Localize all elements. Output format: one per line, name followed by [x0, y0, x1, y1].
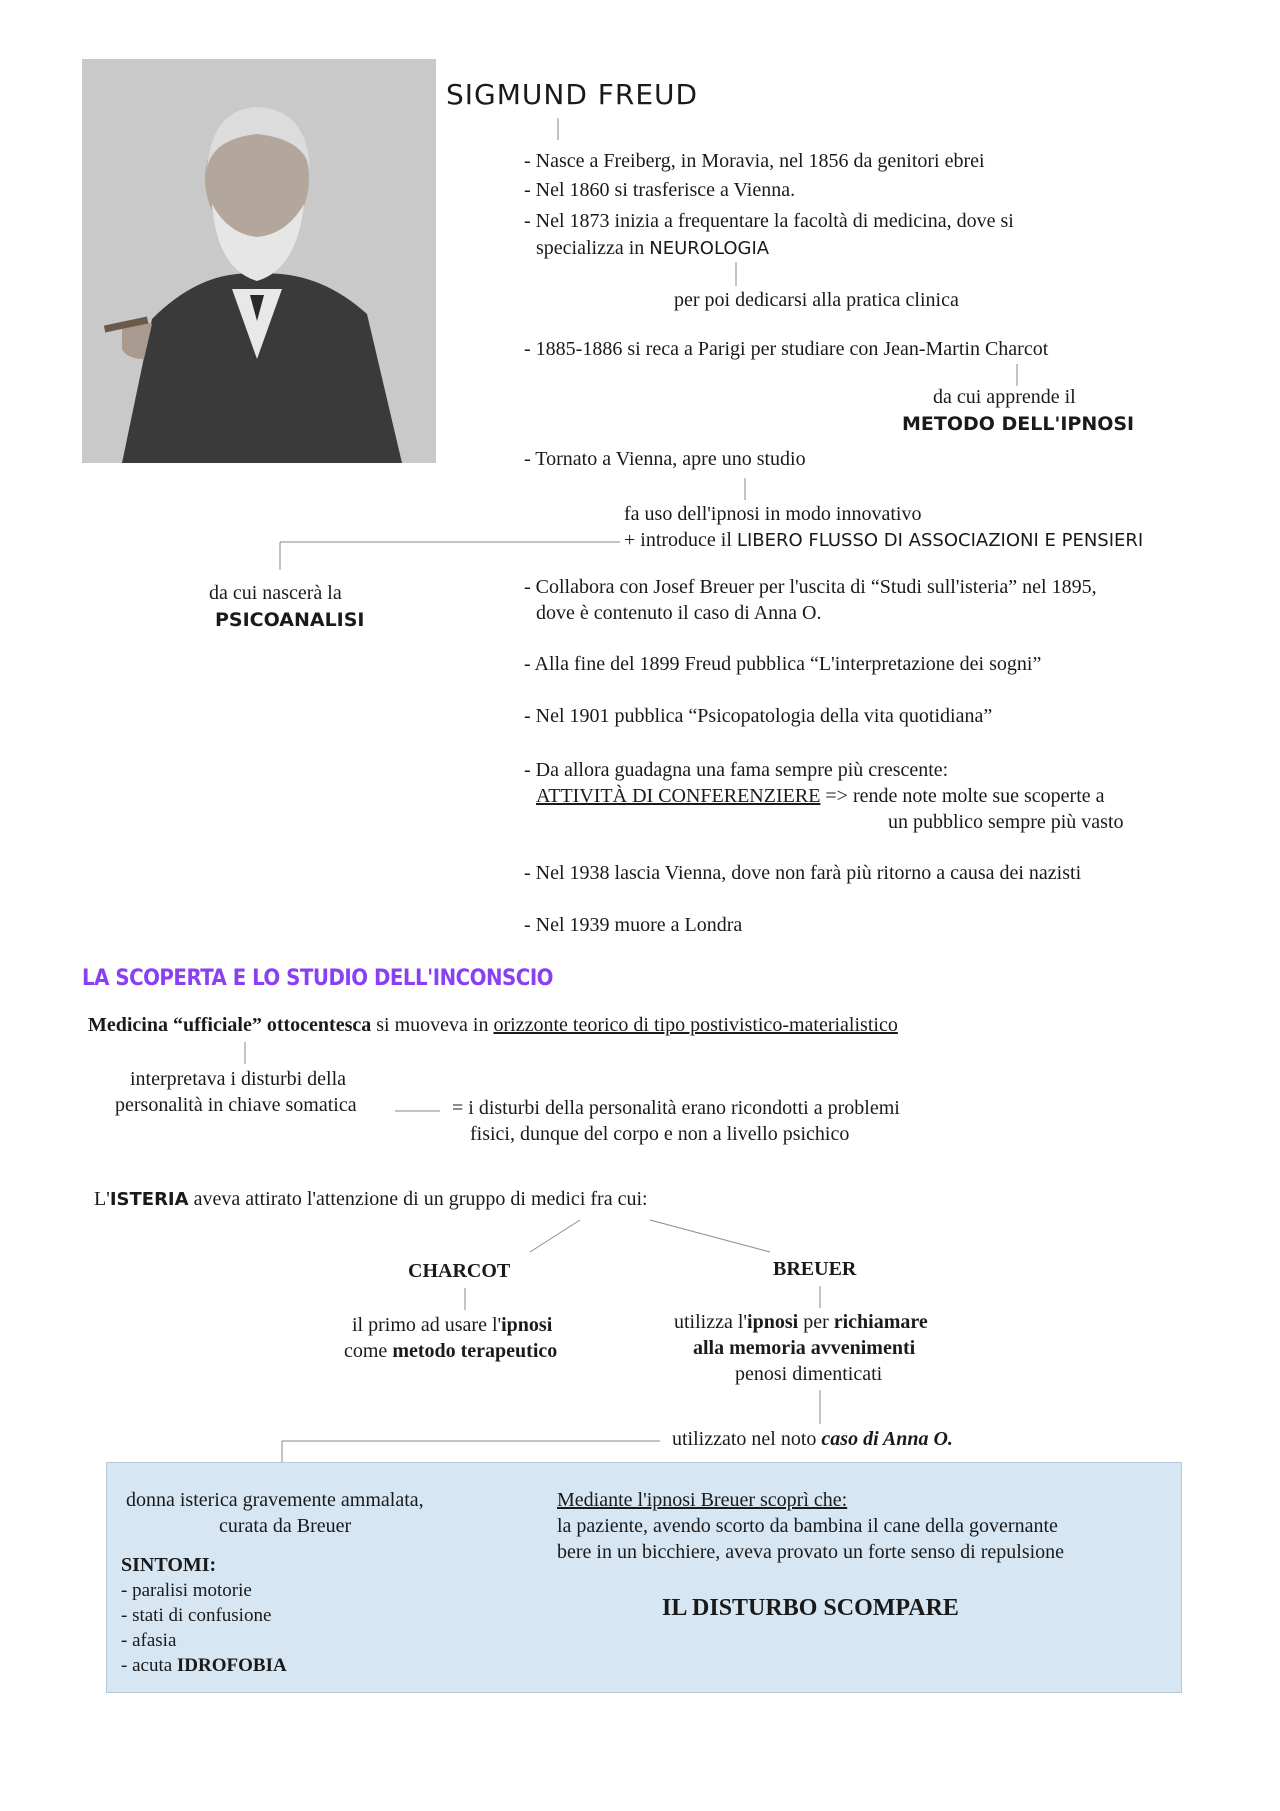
breuer-line-1: utilizza l'ipnosi per richiamare: [674, 1311, 928, 1333]
bio-line-vienna-studio: - Tornato a Vienna, apre uno studio: [524, 448, 806, 470]
neurologia-term: NEUROLOGIA: [649, 238, 770, 259]
symptom-item: - stati di confusione: [121, 1605, 272, 1626]
symptom-item: - afasia: [121, 1630, 177, 1651]
patient-line-1: donna isterica gravemente ammalata,: [126, 1489, 424, 1511]
bio-line-1873-cont: specializza in NEUROLOGIA: [536, 237, 770, 259]
physical-line-2: fisici, dunque del corpo e non a livello psichico: [470, 1123, 850, 1145]
bio-line-conferences-cont: un pubblico sempre più vasto: [888, 811, 1124, 833]
bio-line-breuer: - Collabora con Josef Breuer per l'uscita di “Studi sull'isteria” nel 1895,: [524, 576, 1097, 598]
breuer-line-3: penosi dimenticati: [735, 1363, 883, 1385]
bio-line-fame: - Da allora guadagna una fama sempre più crescente:: [524, 759, 949, 781]
charcot-line-2: come metodo terapeutico: [344, 1340, 558, 1362]
section-heading: LA SCOPERTA E LO STUDIO DELL'INCONSCIO: [82, 966, 554, 991]
bio-line-birth: - Nasce a Freiberg, in Moravia, nel 1856 da genitori ebrei: [524, 150, 985, 172]
free-association-term: LIBERO FLUSSO DI ASSOCIAZIONI E PENSIERI: [736, 530, 1144, 551]
bio-line-1899: - Alla fine del 1899 Freud pubblica “L'interpretazione dei sogni”: [524, 653, 1042, 675]
anna-o-line: utilizzato nel noto caso di Anna O.: [672, 1428, 953, 1450]
hypnosis-method: METODO DELL'IPNOSI: [902, 413, 1135, 435]
physical-line-1: = i disturbi della personalità erano ricondotti a problemi: [452, 1097, 900, 1119]
hysteria-line: L'ISTERIA aveva attirato l'attenzione di un gruppo di medici fra cui:: [94, 1188, 648, 1210]
bio-line-breuer-cont: dove è contenuto il caso di Anna O.: [536, 602, 822, 624]
bio-line-clinic: per poi dedicarsi alla pratica clinica: [674, 289, 959, 311]
charcot-heading: CHARCOT: [408, 1260, 511, 1282]
psychoanalysis-term: PSICOANALISI: [215, 609, 365, 631]
disorder-disappears: IL DISTURBO SCOMPARE: [662, 1595, 959, 1621]
psychoanalysis-origin: da cui nascerà la: [209, 582, 342, 604]
somatic-line-1: interpretava i disturbi della: [130, 1068, 347, 1090]
bio-line-1938: - Nel 1938 lascia Vienna, dove non farà più ritorno a causa dei nazisti: [524, 862, 1082, 884]
bio-line-learns: da cui apprende il: [933, 386, 1076, 408]
bio-line-hypnosis-use: fa uso dell'ipnosi in modo innovativo: [624, 503, 922, 525]
bio-line-1901: - Nel 1901 pubblica “Psicopatologia della vita quotidiana”: [524, 705, 993, 727]
symptoms-heading: SINTOMI:: [121, 1554, 217, 1576]
page-title: SIGMUND FREUD: [446, 78, 699, 111]
bio-line-paris: - 1885-1886 si reca a Parigi per studiare con Jean-Martin Charcot: [524, 338, 1049, 360]
discovery-line-2: bere in un bicchiere, aveva provato un forte senso di repulsione: [557, 1541, 1065, 1563]
bio-line-1873: - Nel 1873 inizia a frequentare la facoltà di medicina, dove si: [524, 210, 1014, 232]
bio-line-free-association: + introduce il LIBERO FLUSSO DI ASSOCIAZIONI E PENSIERI: [624, 529, 1144, 551]
symptom-item: - paralisi motorie: [121, 1580, 252, 1601]
charcot-line-1: il primo ad usare l'ipnosi: [352, 1314, 553, 1336]
bio-line-conferences: ATTIVITÀ DI CONFERENZIERE => rende note molte sue scoperte a: [536, 785, 1105, 807]
bio-line-1939: - Nel 1939 muore a Londra: [524, 914, 743, 936]
breuer-heading: BREUER: [773, 1258, 857, 1280]
discovery-line-1: la paziente, avendo scorto da bambina il cane della governante: [557, 1515, 1058, 1537]
bio-line-1860: - Nel 1860 si trasferisce a Vienna.: [524, 179, 796, 201]
discovery-heading: Mediante l'ipnosi Breuer scoprì che:: [557, 1489, 848, 1511]
somatic-line-2: personalità in chiave somatica: [115, 1094, 357, 1116]
breuer-line-2: alla memoria avvenimenti: [693, 1337, 916, 1359]
medicine-line: Medicina “ufficiale” ottocentesca si muoveva in orizzonte teorico di tipo postivistico-materialistico: [88, 1014, 898, 1036]
symptom-item: - acuta IDROFOBIA: [121, 1655, 287, 1676]
patient-line-2: curata da Breuer: [219, 1515, 352, 1537]
